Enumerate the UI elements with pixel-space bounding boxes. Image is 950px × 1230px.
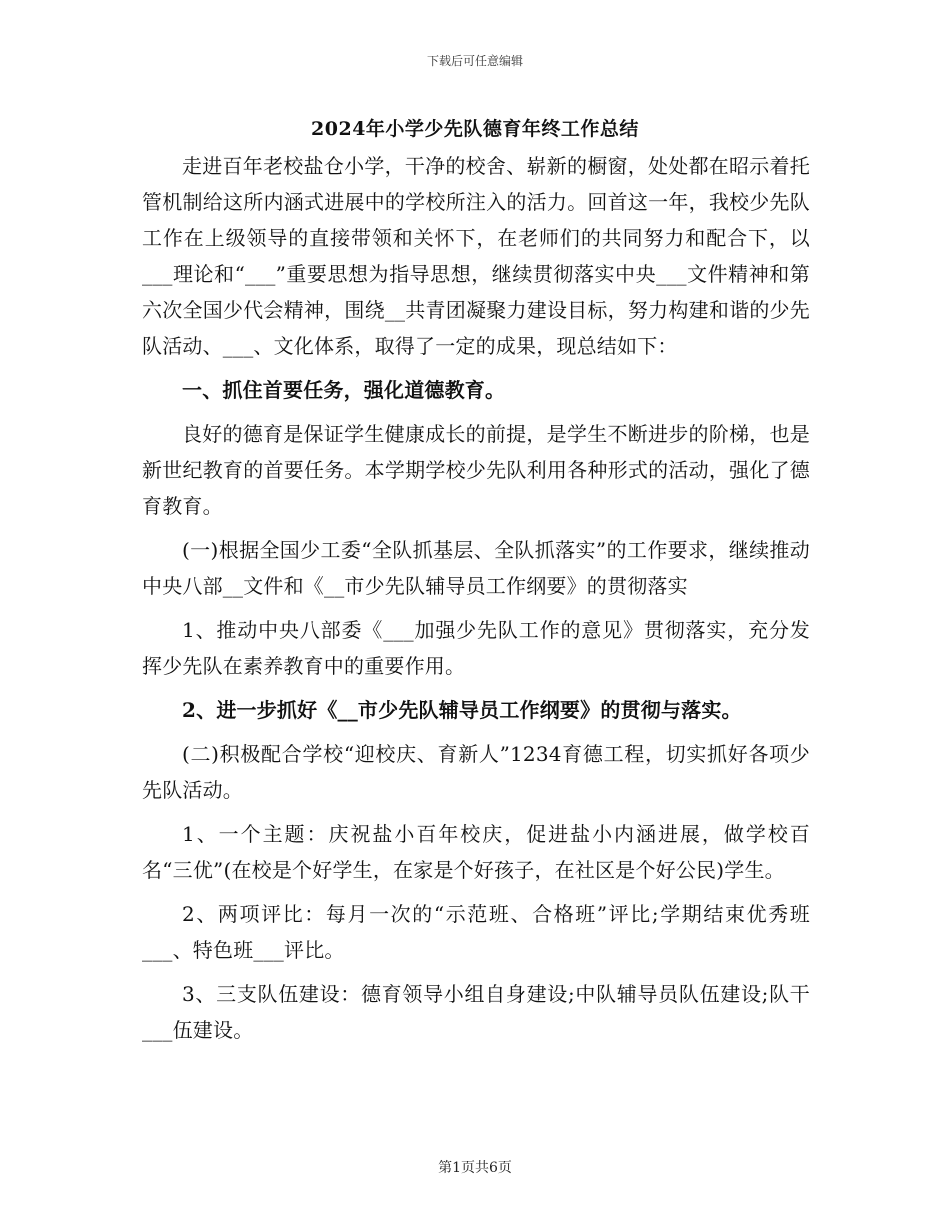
header-note: 下载后可任意编辑 bbox=[426, 54, 523, 68]
subsection-heading-1: (一)根据全国少工委“全队抓基层、全队抓落实”的工作要求，继续推动中央八部__文件和《__市少先队辅导员工作纲要》的贯彻落实 bbox=[142, 538, 810, 598]
list-item-1: 1、推动中央八部委《___加强少先队工作的意见》贯彻落实，充分发挥少先队在素养教育中的重要作用。 bbox=[142, 618, 810, 678]
page-footer: 第1页共6页 bbox=[438, 1160, 512, 1176]
list-item-evaluation: 2、两项评比：每月一次的“示范班、合格班”评比;学期结束优秀班___、特色班___评比。 bbox=[142, 902, 810, 962]
paragraph-intro: 走进百年老校盐仓小学，干净的校舍、崭新的橱窗，处处都在昭示着托管机制给这所内涵式进展中的学校所注入的活力。回首这一年，我校少先队工作在上级领导的直接带领和关怀下，在老师们的共同努力和配合下，以___理论和“___”重要思想为指导思想，继续贯彻落实中央___文件精神和第六次全国少代会精神，围绕__共青团凝聚力建设目标，努力构建和谐的少先队活动、___、文化体系，取得了一定的成果，现总结如下： bbox=[142, 154, 810, 358]
list-item-theme: 1、一个主题：庆祝盐小百年校庆，促进盐小内涵进展，做学校百名“三优”(在校是个好学生，在家是个好孩子，在社区是个好公民)学生。 bbox=[142, 822, 810, 882]
subsection-heading-2: (二)积极配合学校“迎校庆、育新人”1234育德工程，切实抓好各项少先队活动。 bbox=[142, 742, 810, 802]
section-heading-1: 一、抓住首要任务，强化道德教育。 bbox=[182, 378, 506, 402]
document-body bbox=[142, 148, 810, 1048]
document-title: 2024年小学少先队德育年终工作总结 bbox=[311, 118, 639, 140]
list-item-teams: 3、三支队伍建设：德育领导小组自身建设;中队辅导员队伍建设;队干___伍建设。 bbox=[142, 982, 810, 1042]
list-item-2: 2、进一步抓好《__市少先队辅导员工作纲要》的贯彻与落实。 bbox=[182, 698, 742, 722]
paragraph-moral-education: 良好的德育是保证学生健康成长的前提，是学生不断进步的阶梯，也是新世纪教育的首要任务。本学期学校少先队利用各种形式的活动，强化了德育教育。 bbox=[142, 422, 810, 518]
